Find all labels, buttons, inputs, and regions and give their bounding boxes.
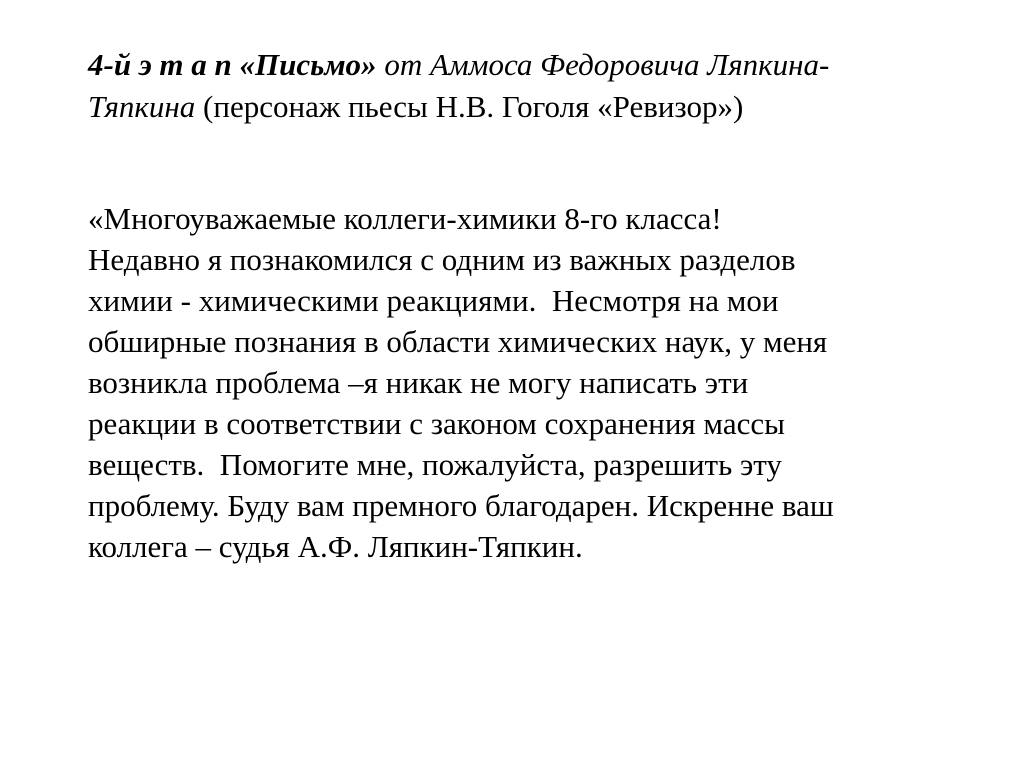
letter-line: коллега – судья А.Ф. Ляпкин-Тяпкин. [88,529,583,564]
stage-title: 4-й э т а п «Письмо» [88,47,377,82]
letter-line: проблему. Буду вам премного благодарен. Искренне ваш [88,488,834,523]
letter-line: возникла проблема –я никак не могу написать эти [88,365,749,400]
letter-text [88,198,968,567]
letter-line: Недавно я познакомился с одним из важных разделов [88,242,796,277]
letter-line: веществ. Помогите мне, пожалуйста, разрешить эту [88,447,782,482]
letter-line: реакции в соответствии с законом сохранения массы [88,406,785,441]
letter-author-line2: Тяпкина [88,89,196,124]
slide-heading [88,44,968,128]
letter-line: обширные познания в области химических наук, у меня [88,324,828,359]
letter-line: химии - химическими реакциями. Несмотря на мои [88,283,779,318]
letter-line: «Многоуважаемые коллеги-химики 8-го класса! [88,201,722,236]
letter-author-line1: от Аммоса Федоровича Ляпкина- [376,47,830,82]
author-note: (персонаж пьесы Н.В. Гоголя «Ревизор») [195,89,744,124]
